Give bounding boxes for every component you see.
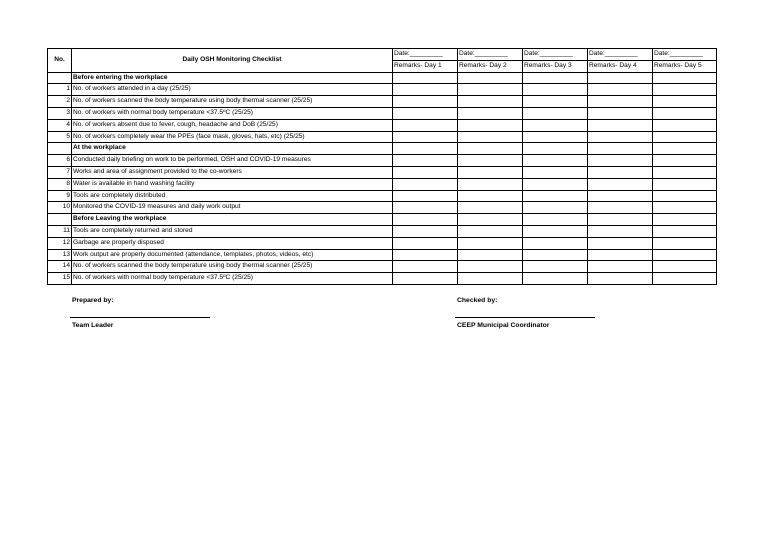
remarks-header-day-2: Remarks- Day 2 (458, 60, 523, 72)
remarks-cell-day-5[interactable] (653, 202, 717, 214)
remarks-cell-day-1[interactable] (393, 249, 458, 261)
header-row-date (48, 49, 717, 61)
date-field-day-2: Date:_________ (458, 49, 523, 61)
date-field-day-5: Date:_________ (653, 49, 717, 61)
section-heading: Before Leaving the workplace (72, 214, 393, 226)
remarks-cell-day-3[interactable] (523, 119, 588, 131)
checklist-row (48, 225, 717, 237)
checklist-item-text: No. of workers completely wear the PPEs (face mask, gloves, hats, etc) (25/25) (72, 131, 393, 143)
remarks-cell-day-4[interactable] (588, 273, 653, 285)
remarks-cell-day-2[interactable] (458, 273, 523, 285)
remarks-cell-day-2[interactable] (458, 107, 523, 119)
remarks-cell-day-2[interactable] (458, 225, 523, 237)
remarks-cell-day-3[interactable] (523, 72, 588, 84)
remarks-cell-day-4[interactable] (588, 202, 653, 214)
remarks-cell-day-2[interactable] (458, 214, 523, 226)
remarks-cell-day-4[interactable] (588, 166, 653, 178)
remarks-cell-day-5[interactable] (653, 131, 717, 143)
remarks-cell-day-1[interactable] (393, 107, 458, 119)
remarks-cell-day-5[interactable] (653, 119, 717, 131)
remarks-cell-day-3[interactable] (523, 107, 588, 119)
remarks-cell-day-1[interactable] (393, 96, 458, 108)
remarks-cell-day-2[interactable] (458, 166, 523, 178)
row-number: 1 (48, 84, 72, 96)
remarks-cell-day-1[interactable] (393, 225, 458, 237)
remarks-cell-day-2[interactable] (458, 178, 523, 190)
remarks-cell-day-1[interactable] (393, 190, 458, 202)
remarks-cell-day-1[interactable] (393, 119, 458, 131)
checklist-row (48, 166, 717, 178)
remarks-cell-day-2[interactable] (458, 84, 523, 96)
remarks-cell-day-2[interactable] (458, 119, 523, 131)
row-number: 10 (48, 202, 72, 214)
date-field-day-3: Date:_________ (523, 49, 588, 61)
remarks-cell-day-5[interactable] (653, 107, 717, 119)
remarks-cell-day-3[interactable] (523, 131, 588, 143)
remarks-cell-day-5[interactable] (653, 96, 717, 108)
row-number: 2 (48, 96, 72, 108)
section-row (48, 143, 717, 155)
remarks-cell-day-4[interactable] (588, 249, 653, 261)
checked-by-label: Checked by: (457, 297, 498, 304)
checklist-row (48, 178, 717, 190)
checklist-row (48, 190, 717, 202)
checklist-item-text: Conducted daily briefing on work to be performed, OSH and COVID-19 measures (72, 155, 393, 167)
remarks-cell-day-3[interactable] (523, 190, 588, 202)
remarks-cell-day-1[interactable] (393, 155, 458, 167)
checklist-item-text: No. of workers scanned the body temperature using body thermal scanner (25/25) (72, 261, 393, 273)
remarks-cell-day-3[interactable] (523, 261, 588, 273)
remarks-cell-day-5[interactable] (653, 273, 717, 285)
remarks-cell-day-5[interactable] (653, 84, 717, 96)
no-column-header: No. (48, 49, 72, 73)
row-number: 11 (48, 225, 72, 237)
prepared-signature-line (70, 317, 210, 318)
remarks-cell-day-4[interactable] (588, 261, 653, 273)
remarks-cell-day-5[interactable] (653, 225, 717, 237)
row-number: 7 (48, 166, 72, 178)
remarks-cell-day-3[interactable] (523, 237, 588, 249)
remarks-cell-day-2[interactable] (458, 72, 523, 84)
remarks-cell-day-1[interactable] (393, 84, 458, 96)
checklist-item-text: No. of workers with normal body temperature <37.5ºC (25/25) (72, 107, 393, 119)
remarks-cell-day-4[interactable] (588, 225, 653, 237)
row-number (48, 143, 72, 155)
checklist-row (48, 261, 717, 273)
checklist-row (48, 84, 717, 96)
remarks-cell-day-2[interactable] (458, 155, 523, 167)
remarks-header-day-4: Remarks- Day 4 (588, 60, 653, 72)
checklist-item-text: No. of workers attended in a day (25/25) (72, 84, 393, 96)
remarks-cell-day-3[interactable] (523, 166, 588, 178)
checklist-item-text: Tools are completely distributed (72, 190, 393, 202)
remarks-cell-day-2[interactable] (458, 249, 523, 261)
checklist-row (48, 119, 717, 131)
remarks-cell-day-4[interactable] (588, 84, 653, 96)
section-heading: Before entering the workplace (72, 72, 393, 84)
date-field-day-1: Date:_________ (393, 49, 458, 61)
checked-signature-line (455, 317, 595, 318)
checklist-item-text: Work output are properly documented (attendance, templates, photos, videos, etc) (72, 249, 393, 261)
remarks-cell-day-1[interactable] (393, 72, 458, 84)
row-number (48, 72, 72, 84)
section-row (48, 214, 717, 226)
checklist-row (48, 249, 717, 261)
remarks-cell-day-1[interactable] (393, 237, 458, 249)
row-number: 5 (48, 131, 72, 143)
remarks-cell-day-5[interactable] (653, 237, 717, 249)
remarks-cell-day-4[interactable] (588, 190, 653, 202)
remarks-cell-day-4[interactable] (588, 119, 653, 131)
remarks-header-day-1: Remarks- Day 1 (393, 60, 458, 72)
row-number: 8 (48, 178, 72, 190)
row-number: 3 (48, 107, 72, 119)
remarks-cell-day-3[interactable] (523, 225, 588, 237)
remarks-cell-day-3[interactable] (523, 214, 588, 226)
remarks-cell-day-1[interactable] (393, 214, 458, 226)
remarks-cell-day-4[interactable] (588, 237, 653, 249)
checklist-row (48, 202, 717, 214)
checklist-item-text: No. of workers absent due to fever, cough, headache and DoB (25/25) (72, 119, 393, 131)
remarks-cell-day-4[interactable] (588, 155, 653, 167)
remarks-cell-day-5[interactable] (653, 72, 717, 84)
remarks-cell-day-3[interactable] (523, 96, 588, 108)
remarks-cell-day-5[interactable] (653, 143, 717, 155)
coordinator-label: CEEP Municipal Coordinator (457, 322, 550, 329)
remarks-cell-day-3[interactable] (523, 143, 588, 155)
checklist-item-text: No. of workers with normal body temperature <37.5ºC (25/25) (72, 273, 393, 285)
checklist-row (48, 96, 717, 108)
remarks-cell-day-1[interactable] (393, 166, 458, 178)
remarks-cell-day-5[interactable] (653, 249, 717, 261)
remarks-cell-day-5[interactable] (653, 190, 717, 202)
checklist-row (48, 237, 717, 249)
row-number: 9 (48, 190, 72, 202)
remarks-cell-day-5[interactable] (653, 261, 717, 273)
row-number: 6 (48, 155, 72, 167)
remarks-cell-day-2[interactable] (458, 96, 523, 108)
remarks-cell-day-4[interactable] (588, 214, 653, 226)
checklist-row (48, 155, 717, 167)
section-row (48, 72, 717, 84)
row-number: 13 (48, 249, 72, 261)
remarks-cell-day-5[interactable] (653, 214, 717, 226)
checklist-item-text: Garbage are properly disposed (72, 237, 393, 249)
checklist-item-text: Works and area of assignment provided to the co-workers (72, 166, 393, 178)
remarks-cell-day-5[interactable] (653, 178, 717, 190)
remarks-cell-day-1[interactable] (393, 273, 458, 285)
remarks-cell-day-3[interactable] (523, 202, 588, 214)
checklist-row (48, 273, 717, 285)
remarks-cell-day-4[interactable] (588, 107, 653, 119)
remarks-cell-day-1[interactable] (393, 131, 458, 143)
checklist-item-text: Water is available in hand washing facility (72, 178, 393, 190)
remarks-cell-day-3[interactable] (523, 249, 588, 261)
remarks-cell-day-4[interactable] (588, 72, 653, 84)
remarks-cell-day-2[interactable] (458, 202, 523, 214)
remarks-cell-day-4[interactable] (588, 143, 653, 155)
checklist-row (48, 131, 717, 143)
remarks-cell-day-3[interactable] (523, 84, 588, 96)
osh-checklist-table (47, 48, 717, 285)
remarks-cell-day-4[interactable] (588, 96, 653, 108)
checklist-item-text: Tools are completely returned and stored (72, 225, 393, 237)
prepared-by-label: Prepared by: (72, 297, 114, 304)
remarks-cell-day-3[interactable] (523, 273, 588, 285)
checklist-row (48, 107, 717, 119)
remarks-cell-day-5[interactable] (653, 166, 717, 178)
remarks-cell-day-3[interactable] (523, 178, 588, 190)
remarks-cell-day-1[interactable] (393, 202, 458, 214)
remarks-cell-day-4[interactable] (588, 178, 653, 190)
section-heading: At the workplace (72, 143, 393, 155)
remarks-cell-day-1[interactable] (393, 178, 458, 190)
remarks-cell-day-5[interactable] (653, 155, 717, 167)
remarks-header-day-5: Remarks- Day 5 (653, 60, 717, 72)
row-number: 15 (48, 273, 72, 285)
row-number (48, 214, 72, 226)
date-field-day-4: Date:_________ (588, 49, 653, 61)
checklist-item-text: Monitored the COVID-19 measures and daily work output (72, 202, 393, 214)
remarks-cell-day-4[interactable] (588, 131, 653, 143)
team-leader-label: Team Leader (72, 322, 114, 329)
checklist-item-text: No. of workers scanned the body temperature using body thermal scanner (25/25) (72, 96, 393, 108)
row-number: 12 (48, 237, 72, 249)
remarks-cell-day-1[interactable] (393, 261, 458, 273)
remarks-cell-day-2[interactable] (458, 261, 523, 273)
remarks-cell-day-2[interactable] (458, 143, 523, 155)
remarks-cell-day-2[interactable] (458, 131, 523, 143)
remarks-cell-day-2[interactable] (458, 190, 523, 202)
remarks-cell-day-2[interactable] (458, 237, 523, 249)
remarks-header-day-3: Remarks- Day 3 (523, 60, 588, 72)
row-number: 4 (48, 119, 72, 131)
remarks-cell-day-3[interactable] (523, 155, 588, 167)
checklist-title: Daily OSH Monitoring Checklist (72, 49, 393, 73)
remarks-cell-day-1[interactable] (393, 143, 458, 155)
row-number: 14 (48, 261, 72, 273)
